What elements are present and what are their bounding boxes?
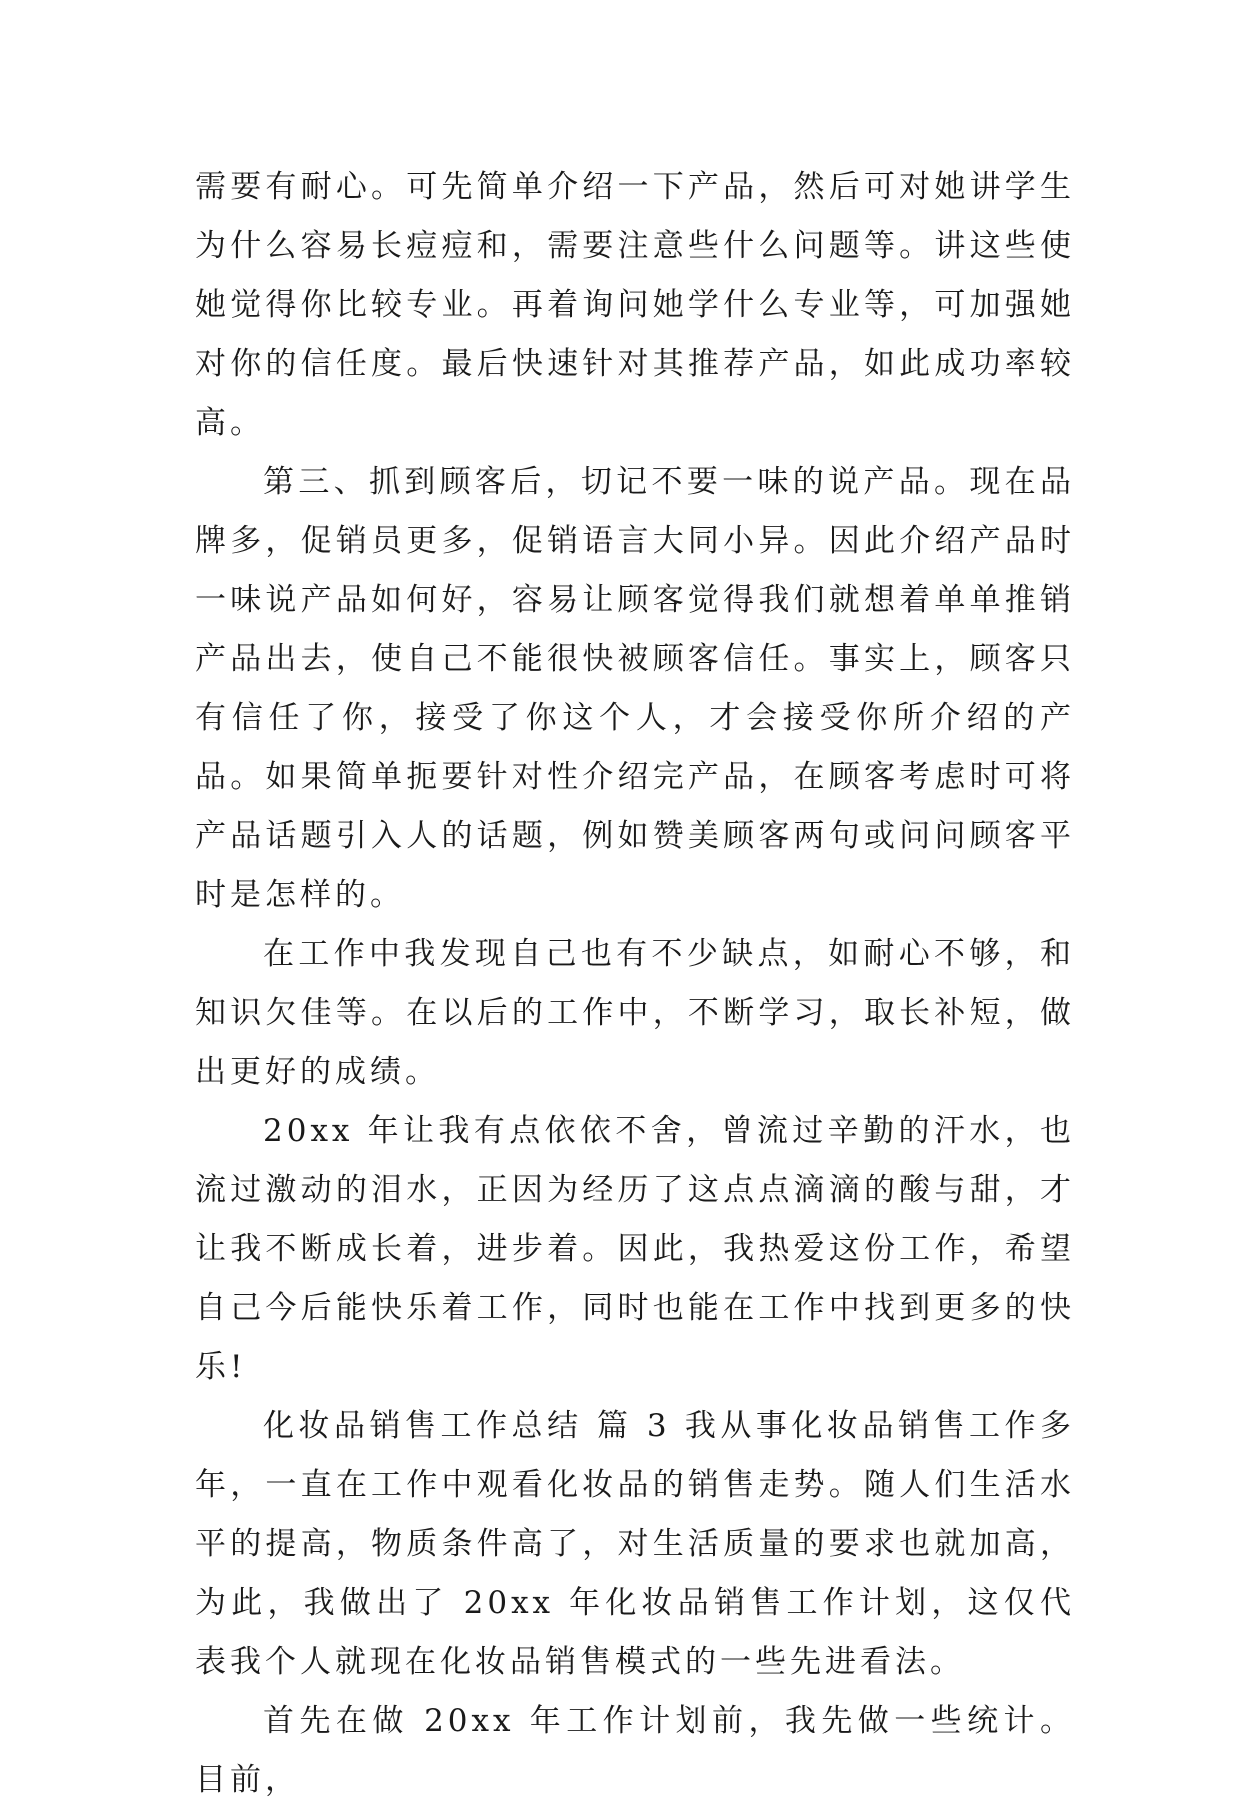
document-body — [195, 158, 1075, 1810]
paragraph-continued: 需要有耐心。可先简单介绍一下产品，然后可对她讲学生为什么容易长痘痘和，需要注意些什么问题等。讲这些使她觉得你比较专业。再着询问她学什么专业等，可加强她对你的信任度。最后快速针对其推荐产品，如此成功率较高。 — [195, 169, 1075, 441]
paragraph-third-point: 第三、抓到顾客后，切记不要一味的说产品。现在品牌多，促销员更多，促销语言大同小异。因此介绍产品时一味说产品如何好，容易让顾客觉得我们就想着单单推销产品出去，使自己不能很快被顾客信任。事实上，顾客只有信任了你，接受了你这个人，才会接受你所介绍的产品。如果简单扼要针对性介绍完产品，在顾客考虑时可将产品话题引入人的话题，例如赞美顾客两句或问问顾客平时是怎样的。 — [195, 464, 1075, 913]
paragraph-section-3: 化妆品销售工作总结 篇 3 我从事化妆品销售工作多年，一直在工作中观看化妆品的销售走势。随人们生活水平的提高，物质条件高了，对生活质量的要求也就加高，为此，我做出了 20xx 年化妆品销售工作计划，这仅代表我个人就现在化妆品销售模式的一些先进看法。 — [195, 1408, 1075, 1680]
paragraph-year-reflection: 20xx 年让我有点依依不舍，曾流过辛勤的汗水，也流过激动的泪水，正因为经历了这点点滴滴的酸与甜，才让我不断成长着，进步着。因此，我热爱这份工作，希望自己今后能快乐着工作，同时也能在工作中找到更多的快乐! — [195, 1113, 1075, 1385]
paragraph-plan-intro: 首先在做 20xx 年工作计划前，我先做一些统计。目前， — [195, 1703, 1075, 1798]
paragraph-shortcomings: 在工作中我发现自己也有不少缺点，如耐心不够，和知识欠佳等。在以后的工作中，不断学习，取长补短，做出更好的成绩。 — [195, 936, 1075, 1090]
